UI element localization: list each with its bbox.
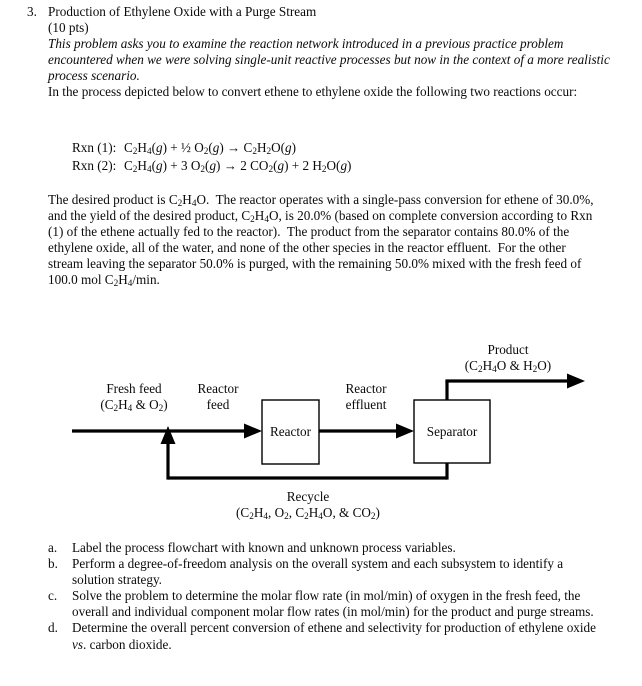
reactor-feed-label <box>180 381 256 412</box>
problem-intro-italic: This problem asks you to examine the reaction network introduced in a previous practice problem encountered when we were solving single-unit reactive processes but now in the context of a more realistic process scenario. <box>48 36 610 84</box>
separator-box-label: Separator <box>426 424 478 439</box>
question-text-c: Solve the problem to determine the molar flow rate (in mol/min) of oxygen in the fresh feed, the overall and individual component molar flow rates (in mol/min) for the product and purge streams. <box>72 588 594 620</box>
reactor-effluent-label-line2: effluent <box>345 396 387 412</box>
reactor-effluent-label <box>326 381 406 412</box>
problem-points: (10 pts) <box>48 20 89 36</box>
problem-title-row <box>27 4 627 20</box>
recycle-label <box>160 489 456 520</box>
question-list <box>48 540 608 653</box>
question-text-b: Perform a degree-of-freedom analysis on the overall system and each subsystem to identify a solution strategy. <box>72 556 564 588</box>
question-item-c <box>48 588 608 620</box>
problem-title: Production of Ethylene Oxide with a Purge Stream <box>48 4 317 19</box>
reaction-equation-1: $C_2H_4(g)$ + ½ $O_2(g) \to C_2H_2O(g)$ <box>124 140 297 157</box>
problem-statement-paragraph: The desired product is $C_2H_4O$. The reactor operates with a single-pass conversion for ethene of 30.0%, and the yield of the desired product, $C_2H_4O$, is 20.0% (based on complete conversion according to Rxn (1) of the ethene actually fed to the reactor). The product from the separator contains 80.0% of the ethylene oxide, all of the water, and none of the other species in the reactor effluent. For the other stream leaving the separator 50.0% is purged, with the remaining 50.0% mixed with the fresh feed of 100.0 mol $C_2H_4/\min$. <box>48 192 594 289</box>
problem-intro-plain: In the process depicted below to convert ethene to ethylene oxide the following two reactions occur: <box>48 84 578 100</box>
product-label <box>438 342 578 373</box>
product-label-line1: Product <box>487 342 529 357</box>
reactor-feed-label-line2: feed <box>206 396 230 412</box>
reaction-label-1: Rxn (1): <box>72 140 117 155</box>
fresh-feed-label <box>78 381 190 412</box>
reaction-row-1 <box>72 139 351 157</box>
fresh-feed-label-line1: Fresh feed <box>106 381 162 396</box>
recycle-label-line2: ($C_2H_4$, $O_2$, $C_2H_4O$, & $CO_2$) <box>236 504 380 521</box>
question-item-a <box>48 540 608 556</box>
reaction-label-2: Rxn (2): <box>72 157 117 173</box>
reactor-feed-label-line1: Reactor <box>197 381 239 396</box>
question-letter-a: a. <box>48 540 58 555</box>
reactor-effluent-label-line1: Reactor <box>345 381 387 396</box>
fresh-feed-label-line2: ($C_2H_4$ & $O_2$) <box>100 396 168 413</box>
separator-inlet-arrowhead <box>396 424 414 439</box>
question-item-d <box>48 620 608 652</box>
reactor-inlet-arrowhead <box>244 424 262 439</box>
reaction-equation-2: $C_2H_4(g) + 3$ $O_2(g) \to 2$ $CO_2(g) + 2$ $H_2O(g)$ <box>124 157 352 174</box>
question-item-b <box>48 556 608 588</box>
question-text-d: Determine the overall percent conversion of ethene and selectivity for production of ethylene oxide vs. carbon dioxide. <box>72 620 597 652</box>
recycle-mixer-arrowhead <box>161 426 176 444</box>
reaction-row-2 <box>72 157 351 175</box>
question-letter-c: c. <box>48 588 58 604</box>
question-letter-d: d. <box>48 620 58 636</box>
reactor-box-label: Reactor <box>269 424 311 439</box>
recycle-label-line1: Recycle <box>286 489 330 504</box>
problem-heading-block <box>27 4 627 101</box>
product-label-line2: ($C_2H_4O$ & $H_2O$) <box>464 357 552 374</box>
process-flow-diagram <box>0 336 642 532</box>
reaction-list <box>72 139 351 174</box>
product-outlet-arrowhead <box>567 374 585 389</box>
problem-number: 3. <box>27 4 37 19</box>
question-letter-b: b. <box>48 556 58 572</box>
question-text-a: Label the process flowchart with known and unknown process variables. <box>72 540 456 555</box>
